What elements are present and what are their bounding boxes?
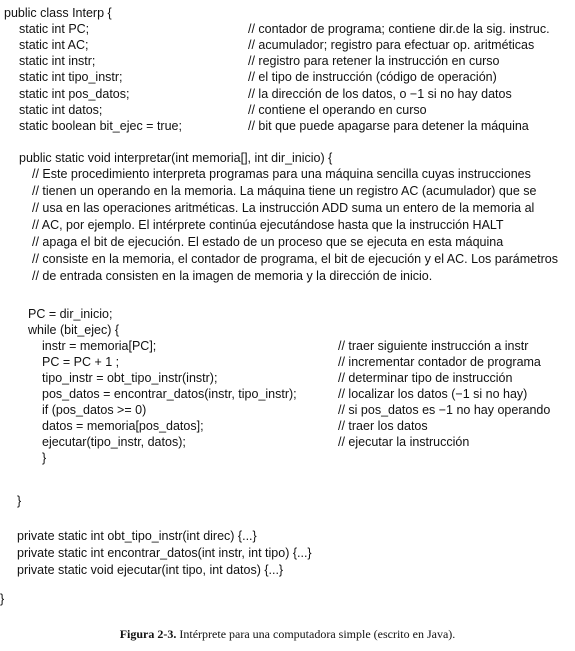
loop-comment: // traer siguiente instrucción a instr — [338, 339, 529, 353]
loop-code: if (pos_datos >= 0) — [42, 403, 147, 417]
doc-comment-line: // AC, por ejemplo. El intérprete continúa ejecutándose hasta que la instrucción HALT — [32, 218, 504, 232]
field-code: static int pos_datos; — [19, 87, 130, 101]
field-code: static int AC; — [19, 38, 89, 52]
loop-code: datos = memoria[pos_datos]; — [42, 419, 204, 433]
method-close-brace: } — [17, 494, 22, 508]
doc-comment-line: // Este procedimiento interpreta programas para una máquina sencilla cuyas instrucciones — [32, 167, 531, 181]
field-comment: // contador de programa; contiene dir.de la sig. instruc. — [248, 22, 550, 36]
class-close-brace: } — [0, 592, 5, 606]
private-method: private static void ejecutar(int tipo, int datos) {...} — [17, 563, 284, 577]
field-code: static int datos; — [19, 103, 103, 117]
class-header: public class Interp { — [4, 6, 112, 20]
field-comment: // acumulador; registro para efectuar op. aritméticas — [248, 38, 535, 52]
loop-code: PC = PC + 1 ; — [42, 355, 120, 369]
field-comment: // registro para retener la instrucción en curso — [248, 54, 500, 68]
loop-code: ejecutar(tipo_instr, datos); — [42, 435, 186, 449]
field-comment: // la dirección de los datos, o −1 si no hay datos — [248, 87, 512, 101]
field-code: static int PC; — [19, 22, 90, 36]
while-header: while (bit_ejec) { — [28, 323, 120, 337]
private-method: private static int obt_tipo_instr(int direc) {...} — [17, 529, 257, 543]
caption-label: Figura 2-3. — [119, 627, 177, 641]
private-method: private static int encontrar_datos(int instr, int tipo) {...} — [17, 546, 312, 560]
doc-comment-line: // apaga el bit de ejecución. El estado de un proceso que se ejecuta en esta máquina — [32, 235, 504, 249]
field-comment: // el tipo de instrucción (código de operación) — [248, 70, 497, 84]
loop-comment: // si pos_datos es −1 no hay operando — [338, 403, 551, 417]
loop-close-brace: } — [42, 451, 47, 465]
field-code: static int instr; — [19, 54, 96, 68]
loop-code: instr = memoria[PC]; — [42, 339, 157, 353]
loop-code: pos_datos = encontrar_datos(instr, tipo_instr); — [42, 387, 297, 401]
field-comment: // bit que puede apagarse para detener la máquina — [248, 119, 529, 133]
loop-comment: // incrementar contador de programa — [338, 355, 541, 369]
loop-comment: // determinar tipo de instrucción — [338, 371, 513, 385]
method-signature: public static void interpretar(int memoria[], int dir_inicio) { — [19, 151, 333, 165]
loop-comment: // ejecutar la instrucción — [338, 435, 470, 449]
doc-comment-line: // usa en las operaciones aritméticas. La instrucción ADD suma un entero de la memoria al — [32, 201, 535, 215]
field-code: static int tipo_instr; — [19, 70, 123, 84]
field-comment: // contiene el operando en curso — [248, 103, 427, 117]
doc-comment-line: // de entrada consisten en la imagen de memoria y la dirección de inicio. — [32, 269, 433, 283]
doc-comment-line: // tienen un operando en la memoria. La máquina tiene un registro AC (acumulador) que se — [32, 184, 537, 198]
caption-text: Intérprete para una computadora simple (escrito en Java). — [176, 627, 456, 641]
loop-code: tipo_instr = obt_tipo_instr(instr); — [42, 371, 218, 385]
doc-comment-line: // consiste en la memoria, el contador de programa, el bit de ejecución y el AC. Los parámetros — [32, 252, 558, 266]
loop-comment: // traer los datos — [338, 419, 428, 433]
field-code: static boolean bit_ejec = true; — [19, 119, 182, 133]
loop-comment: // localizar los datos (−1 si no hay) — [338, 387, 528, 401]
figure-caption — [0, 627, 575, 642]
pc-init: PC = dir_inicio; — [28, 307, 113, 321]
